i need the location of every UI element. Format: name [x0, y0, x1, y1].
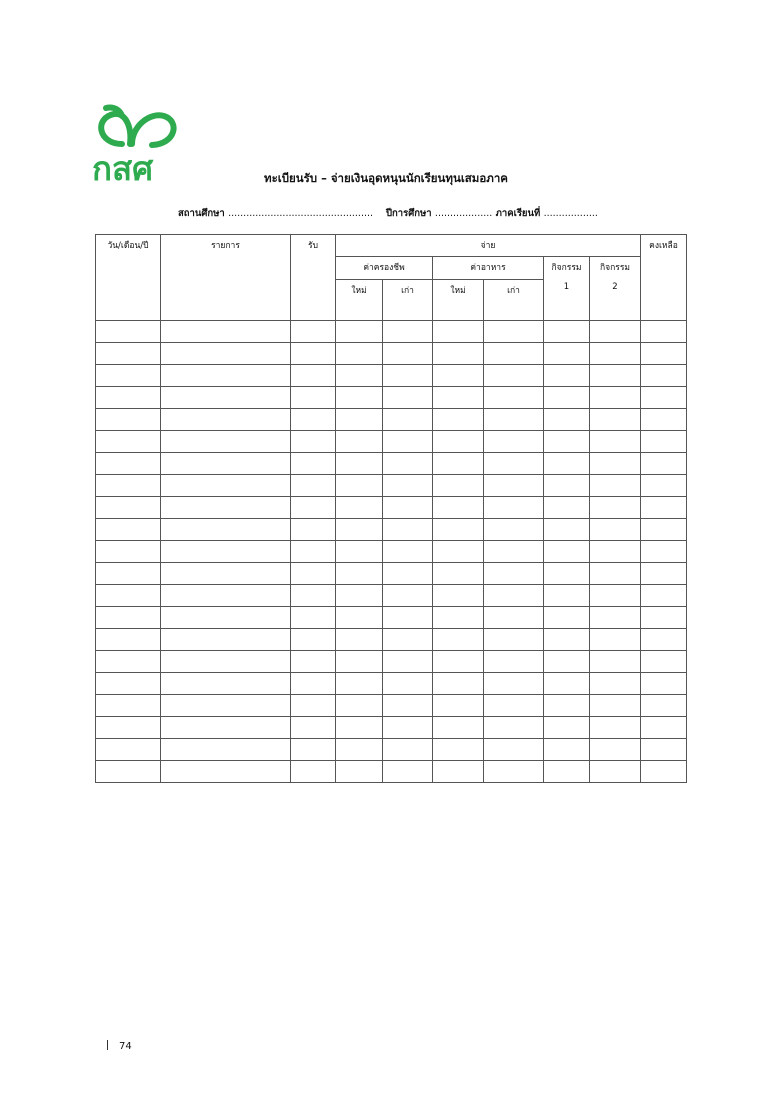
table-cell[interactable]: [590, 497, 641, 519]
table-cell[interactable]: [641, 453, 687, 475]
table-cell[interactable]: [161, 475, 291, 497]
table-cell[interactable]: [433, 497, 484, 519]
table-cell[interactable]: [544, 321, 590, 343]
table-cell[interactable]: [291, 607, 336, 629]
table-cell[interactable]: [161, 343, 291, 365]
table-cell[interactable]: [161, 497, 291, 519]
table-cell[interactable]: [383, 409, 433, 431]
table-cell[interactable]: [336, 607, 383, 629]
table-cell[interactable]: [484, 695, 544, 717]
year-dots: ...................: [434, 208, 493, 219]
table-cell[interactable]: [641, 431, 687, 453]
table-cell[interactable]: [544, 585, 590, 607]
header-food-old: เก่า: [484, 280, 544, 321]
table-cell[interactable]: [433, 453, 484, 475]
table-cell[interactable]: [96, 409, 161, 431]
table-cell[interactable]: [291, 409, 336, 431]
table-cell[interactable]: [544, 563, 590, 585]
term-label: ภาคเรียนที่: [495, 208, 541, 219]
table-cell[interactable]: [544, 431, 590, 453]
table-cell[interactable]: [484, 321, 544, 343]
table-cell[interactable]: [544, 409, 590, 431]
table-cell[interactable]: [291, 541, 336, 563]
table-cell[interactable]: [291, 519, 336, 541]
table-cell[interactable]: [484, 673, 544, 695]
table-cell[interactable]: [641, 409, 687, 431]
table-cell[interactable]: [544, 541, 590, 563]
table-cell[interactable]: [544, 475, 590, 497]
table-cell[interactable]: [544, 343, 590, 365]
table-cell[interactable]: [161, 673, 291, 695]
table-cell[interactable]: [96, 453, 161, 475]
table-cell[interactable]: [484, 431, 544, 453]
table-cell[interactable]: [641, 321, 687, 343]
table-cell[interactable]: [544, 365, 590, 387]
table-cell[interactable]: [484, 717, 544, 739]
ledger-table: [95, 234, 687, 783]
table-row: [96, 343, 687, 365]
table-cell[interactable]: [336, 321, 383, 343]
table-cell[interactable]: [161, 541, 291, 563]
table-cell[interactable]: [641, 585, 687, 607]
table-cell[interactable]: [336, 629, 383, 651]
table-cell[interactable]: [590, 761, 641, 783]
header-living-old: เก่า: [383, 280, 433, 321]
table-cell[interactable]: [641, 365, 687, 387]
year-term-field: [386, 206, 598, 221]
table-cell[interactable]: [590, 563, 641, 585]
header-living: ค่าครองชีพ: [336, 257, 433, 280]
table-cell[interactable]: [336, 431, 383, 453]
table-cell[interactable]: [291, 365, 336, 387]
table-cell[interactable]: [641, 651, 687, 673]
table-cell[interactable]: [433, 563, 484, 585]
table-cell[interactable]: [96, 695, 161, 717]
table-cell[interactable]: [336, 409, 383, 431]
table-cell[interactable]: [433, 651, 484, 673]
table-cell[interactable]: [161, 321, 291, 343]
table-cell[interactable]: [544, 607, 590, 629]
activity-2-label: กิจกรรม: [599, 263, 630, 273]
table-row: [96, 321, 687, 343]
header-activity-2: [590, 257, 641, 321]
table-row: [96, 387, 687, 409]
table-cell[interactable]: [96, 497, 161, 519]
table-cell[interactable]: [96, 717, 161, 739]
header-date: วัน/เดือน/ปี: [96, 235, 161, 321]
school-dots: ................................................: [228, 208, 374, 219]
table-cell[interactable]: [433, 673, 484, 695]
table-cell[interactable]: [96, 651, 161, 673]
table-cell[interactable]: [544, 629, 590, 651]
school-label: สถานศึกษา: [178, 208, 225, 219]
table-cell[interactable]: [484, 387, 544, 409]
table-cell[interactable]: [383, 651, 433, 673]
table-cell[interactable]: [590, 695, 641, 717]
table-cell[interactable]: [433, 695, 484, 717]
table-cell[interactable]: [433, 409, 484, 431]
table-cell[interactable]: [590, 717, 641, 739]
table-cell[interactable]: [383, 387, 433, 409]
table-cell[interactable]: [96, 387, 161, 409]
table-cell[interactable]: [433, 519, 484, 541]
table-row: [96, 607, 687, 629]
table-cell[interactable]: [291, 497, 336, 519]
table-cell[interactable]: [291, 761, 336, 783]
table-cell[interactable]: [433, 365, 484, 387]
table-cell[interactable]: [291, 695, 336, 717]
header-item: รายการ: [161, 235, 291, 321]
table-cell[interactable]: [484, 607, 544, 629]
table-cell[interactable]: [291, 321, 336, 343]
table-cell[interactable]: [433, 607, 484, 629]
table-cell[interactable]: [336, 365, 383, 387]
table-row: [96, 761, 687, 783]
table-cell[interactable]: [590, 387, 641, 409]
table-cell[interactable]: [161, 519, 291, 541]
table-cell[interactable]: [96, 431, 161, 453]
table-row: [96, 519, 687, 541]
table-row: [96, 629, 687, 651]
logo-text: กสศ: [92, 149, 154, 188]
table-cell[interactable]: [544, 651, 590, 673]
table-cell[interactable]: [291, 431, 336, 453]
table-cell[interactable]: [96, 365, 161, 387]
table-cell[interactable]: [641, 343, 687, 365]
table-cell[interactable]: [590, 739, 641, 761]
table-cell[interactable]: [96, 563, 161, 585]
table-cell[interactable]: [383, 673, 433, 695]
activity-1-number: 1: [563, 282, 570, 292]
table-cell[interactable]: [383, 475, 433, 497]
table-cell[interactable]: [544, 695, 590, 717]
table-cell[interactable]: [590, 629, 641, 651]
table-cell[interactable]: [641, 717, 687, 739]
table-cell[interactable]: [336, 651, 383, 673]
table-cell[interactable]: [590, 409, 641, 431]
table-cell[interactable]: [383, 343, 433, 365]
table-cell[interactable]: [641, 497, 687, 519]
table-cell[interactable]: [96, 585, 161, 607]
table-cell[interactable]: [291, 585, 336, 607]
table-cell[interactable]: [433, 321, 484, 343]
table-cell[interactable]: [96, 475, 161, 497]
table-cell[interactable]: [544, 453, 590, 475]
table-cell[interactable]: [544, 497, 590, 519]
school-field: [178, 206, 373, 221]
table-cell[interactable]: [96, 739, 161, 761]
table-row: [96, 651, 687, 673]
table-cell[interactable]: [96, 673, 161, 695]
table-cell[interactable]: [544, 739, 590, 761]
table-cell[interactable]: [383, 519, 433, 541]
table-cell[interactable]: [590, 673, 641, 695]
table-cell[interactable]: [590, 365, 641, 387]
table-row: [96, 497, 687, 519]
table-cell[interactable]: [544, 519, 590, 541]
table-cell[interactable]: [484, 739, 544, 761]
table-cell[interactable]: [433, 629, 484, 651]
table-cell[interactable]: [590, 475, 641, 497]
table-cell[interactable]: [161, 629, 291, 651]
table-cell[interactable]: [484, 629, 544, 651]
table-cell[interactable]: [590, 585, 641, 607]
table-cell[interactable]: [291, 717, 336, 739]
activity-1-label: กิจกรรม: [551, 263, 582, 273]
table-cell[interactable]: [484, 497, 544, 519]
table-cell[interactable]: [96, 343, 161, 365]
table-cell[interactable]: [161, 651, 291, 673]
table-cell[interactable]: [291, 629, 336, 651]
table-cell[interactable]: [96, 519, 161, 541]
page-divider: [107, 1040, 108, 1050]
table-cell[interactable]: [336, 475, 383, 497]
table-cell[interactable]: [544, 673, 590, 695]
table-cell[interactable]: [433, 387, 484, 409]
header-living-new: ใหม่: [336, 280, 383, 321]
table-cell[interactable]: [383, 431, 433, 453]
table-cell[interactable]: [484, 541, 544, 563]
table-cell[interactable]: [544, 761, 590, 783]
table-cell[interactable]: [291, 453, 336, 475]
table-cell[interactable]: [484, 365, 544, 387]
table-cell[interactable]: [336, 673, 383, 695]
gsf-logo: [92, 104, 182, 190]
table-cell[interactable]: [291, 651, 336, 673]
table-cell[interactable]: [433, 717, 484, 739]
table-cell[interactable]: [590, 519, 641, 541]
table-cell[interactable]: [590, 453, 641, 475]
table-cell[interactable]: [433, 475, 484, 497]
table-cell[interactable]: [590, 541, 641, 563]
table-cell[interactable]: [641, 387, 687, 409]
table-cell[interactable]: [161, 695, 291, 717]
table-cell[interactable]: [484, 409, 544, 431]
table-cell[interactable]: [383, 321, 433, 343]
table-cell[interactable]: [336, 497, 383, 519]
table-cell[interactable]: [641, 629, 687, 651]
table-row: [96, 453, 687, 475]
table-cell[interactable]: [641, 739, 687, 761]
table-cell[interactable]: [484, 761, 544, 783]
table-cell[interactable]: [484, 475, 544, 497]
table-cell[interactable]: [336, 761, 383, 783]
table-row: [96, 673, 687, 695]
table-cell[interactable]: [96, 541, 161, 563]
page-title: ทะเบียนรับ – จ่ายเงินอุดหนุนนักเรียนทุนเสมอภาค: [264, 171, 508, 185]
table-cell[interactable]: [590, 431, 641, 453]
table-cell[interactable]: [641, 761, 687, 783]
table-cell[interactable]: [641, 541, 687, 563]
header-food-new: ใหม่: [433, 280, 484, 321]
table-cell[interactable]: [383, 607, 433, 629]
table-cell[interactable]: [433, 761, 484, 783]
page-number-text: 74: [119, 1041, 132, 1052]
table-cell[interactable]: [336, 541, 383, 563]
table-cell[interactable]: [291, 563, 336, 585]
table-cell[interactable]: [383, 629, 433, 651]
table-cell[interactable]: [96, 607, 161, 629]
table-cell[interactable]: [433, 431, 484, 453]
table-cell[interactable]: [336, 717, 383, 739]
table-cell[interactable]: [161, 739, 291, 761]
table-row: [96, 563, 687, 585]
table-cell[interactable]: [161, 585, 291, 607]
table-cell[interactable]: [433, 541, 484, 563]
table-cell[interactable]: [433, 739, 484, 761]
table-cell[interactable]: [641, 519, 687, 541]
table-cell[interactable]: [161, 387, 291, 409]
table-cell[interactable]: [484, 343, 544, 365]
table-cell[interactable]: [484, 651, 544, 673]
table-cell[interactable]: [544, 717, 590, 739]
table-row: [96, 717, 687, 739]
table-cell[interactable]: [161, 453, 291, 475]
table-cell[interactable]: [96, 761, 161, 783]
table-cell[interactable]: [161, 431, 291, 453]
table-cell[interactable]: [641, 475, 687, 497]
table-cell[interactable]: [336, 563, 383, 585]
table-cell[interactable]: [291, 739, 336, 761]
table-cell[interactable]: [383, 365, 433, 387]
table-row: [96, 365, 687, 387]
table-cell[interactable]: [291, 475, 336, 497]
table-cell[interactable]: [383, 717, 433, 739]
table-cell[interactable]: [433, 343, 484, 365]
table-row: [96, 541, 687, 563]
table-cell[interactable]: [544, 387, 590, 409]
table-cell[interactable]: [161, 365, 291, 387]
table-cell[interactable]: [484, 563, 544, 585]
table-cell[interactable]: [161, 761, 291, 783]
table-row: [96, 431, 687, 453]
term-dots: ..................: [543, 208, 598, 219]
table-cell[interactable]: [484, 453, 544, 475]
table-cell[interactable]: [383, 585, 433, 607]
page-number: [107, 1040, 132, 1052]
table-row: [96, 585, 687, 607]
table-cell[interactable]: [96, 629, 161, 651]
table-cell[interactable]: [336, 453, 383, 475]
table-cell[interactable]: [641, 695, 687, 717]
table-cell[interactable]: [383, 541, 433, 563]
table-cell[interactable]: [336, 695, 383, 717]
table-cell[interactable]: [484, 519, 544, 541]
table-cell[interactable]: [383, 695, 433, 717]
table-cell[interactable]: [161, 717, 291, 739]
ledger-body: [96, 321, 687, 783]
table-cell[interactable]: [433, 585, 484, 607]
table-cell[interactable]: [641, 607, 687, 629]
table-row: [96, 739, 687, 761]
table-cell[interactable]: [336, 387, 383, 409]
table-cell[interactable]: [383, 497, 433, 519]
table-cell[interactable]: [291, 673, 336, 695]
table-cell[interactable]: [336, 739, 383, 761]
table-cell[interactable]: [590, 343, 641, 365]
activity-2-number: 2: [612, 282, 618, 292]
table-cell[interactable]: [590, 607, 641, 629]
year-label: ปีการศึกษา: [386, 208, 432, 219]
table-cell[interactable]: [291, 343, 336, 365]
table-row: [96, 695, 687, 717]
table-cell[interactable]: [383, 761, 433, 783]
table-cell[interactable]: [336, 343, 383, 365]
header-receive: รับ: [291, 235, 336, 321]
sprout-logo-icon: [92, 104, 182, 150]
table-cell[interactable]: [383, 453, 433, 475]
table-cell[interactable]: [161, 607, 291, 629]
table-cell[interactable]: [383, 739, 433, 761]
table-cell[interactable]: [383, 563, 433, 585]
table-row: [96, 475, 687, 497]
table-cell[interactable]: [641, 563, 687, 585]
table-row: [96, 409, 687, 431]
table-cell[interactable]: [484, 585, 544, 607]
header-food: ค่าอาหาร: [433, 257, 544, 280]
header-pay: จ่าย: [336, 235, 641, 257]
table-cell[interactable]: [641, 673, 687, 695]
table-cell[interactable]: [161, 409, 291, 431]
table-cell[interactable]: [291, 387, 336, 409]
header-activity-1: [544, 257, 590, 321]
table-cell[interactable]: [96, 321, 161, 343]
table-cell[interactable]: [336, 585, 383, 607]
table-cell[interactable]: [590, 651, 641, 673]
table-cell[interactable]: [590, 321, 641, 343]
table-cell[interactable]: [161, 563, 291, 585]
header-balance: คงเหลือ: [641, 235, 687, 321]
table-cell[interactable]: [336, 519, 383, 541]
